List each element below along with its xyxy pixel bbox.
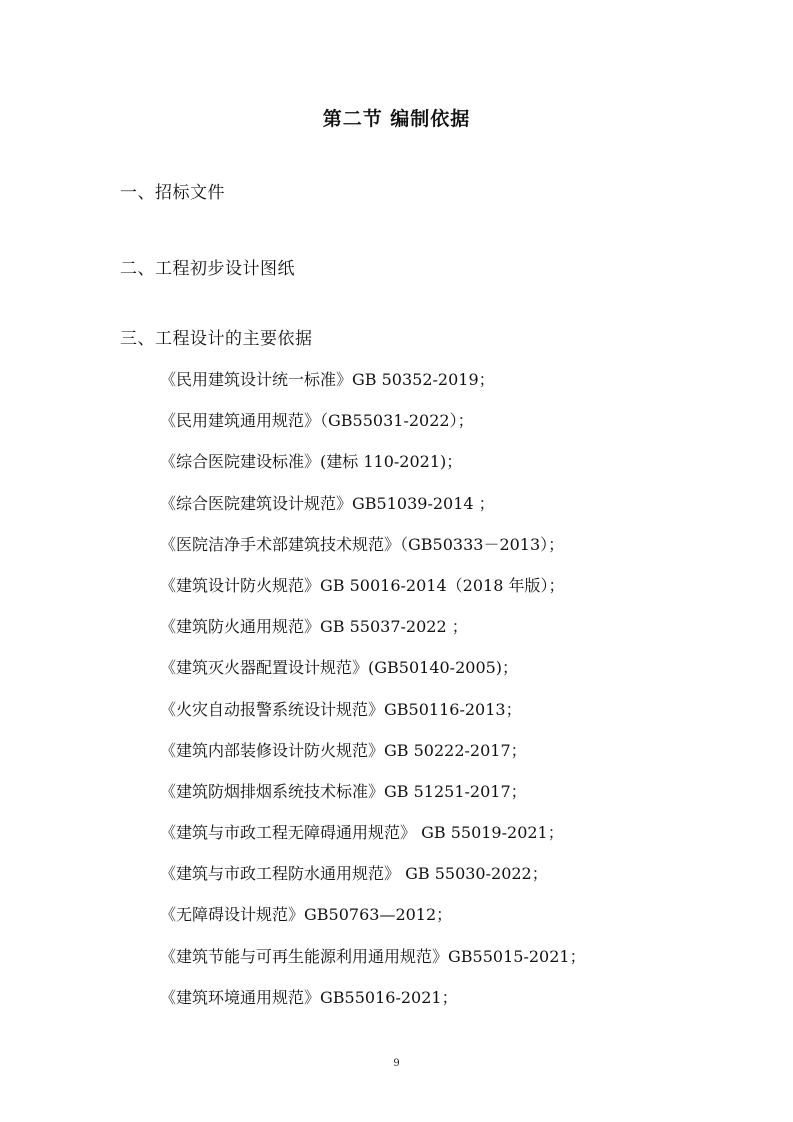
reference-item: 《医院洁净手术部建筑技术规范》（GB50333－2013）；: [160, 534, 565, 554]
reference-item: 《建筑防烟排烟系统技术标准》GB 51251-2017；: [160, 781, 527, 801]
reference-item: 《建筑灭火器配置设计规范》(GB50140-2005)；: [160, 658, 519, 678]
reference-item: 《建筑环境通用规范》GB55016-2021；: [160, 987, 458, 1007]
reference-item: 《综合医院建设标准》(建标 110-2021)；: [160, 452, 463, 472]
heading-tender-documents: 一、招标文件: [120, 183, 225, 203]
reference-item: 《建筑节能与可再生能源利用通用规范》GB55015-2021；: [160, 946, 586, 966]
reference-item: 《民用建筑设计统一标准》GB 50352-2019；: [160, 370, 495, 389]
heading-main-design-basis: 三、工程设计的主要依据: [120, 329, 313, 349]
reference-item: 《无障碍设计规范》GB50763—2012；: [160, 905, 453, 925]
reference-item: 《火灾自动报警系统设计规范》GB50116-2013；: [160, 699, 522, 719]
reference-item: 《建筑防火通用规范》GB 55037-2022 ；: [160, 617, 468, 637]
page-number: 9: [393, 1058, 400, 1069]
reference-item: 《建筑设计防火规范》GB 50016-2014（2018 年版）；: [160, 575, 565, 595]
reference-item: 《建筑与市政工程防水通用规范》 GB 55030-2022；: [160, 864, 548, 884]
reference-list: [160, 366, 586, 1025]
reference-item: 《建筑内部装修设计防火规范》GB 50222-2017；: [160, 740, 527, 760]
reference-item: 《综合医院建筑设计规范》GB51039-2014 ；: [160, 493, 495, 513]
reference-item: 《建筑与市政工程无障碍通用规范》 GB 55019-2021；: [160, 823, 564, 843]
reference-item: 《民用建筑通用规范》（GB55031-2022）；: [160, 411, 474, 431]
heading-preliminary-design-drawings: 二、工程初步设计图纸: [120, 259, 295, 279]
section-title: 第二节 编制依据: [322, 108, 471, 130]
